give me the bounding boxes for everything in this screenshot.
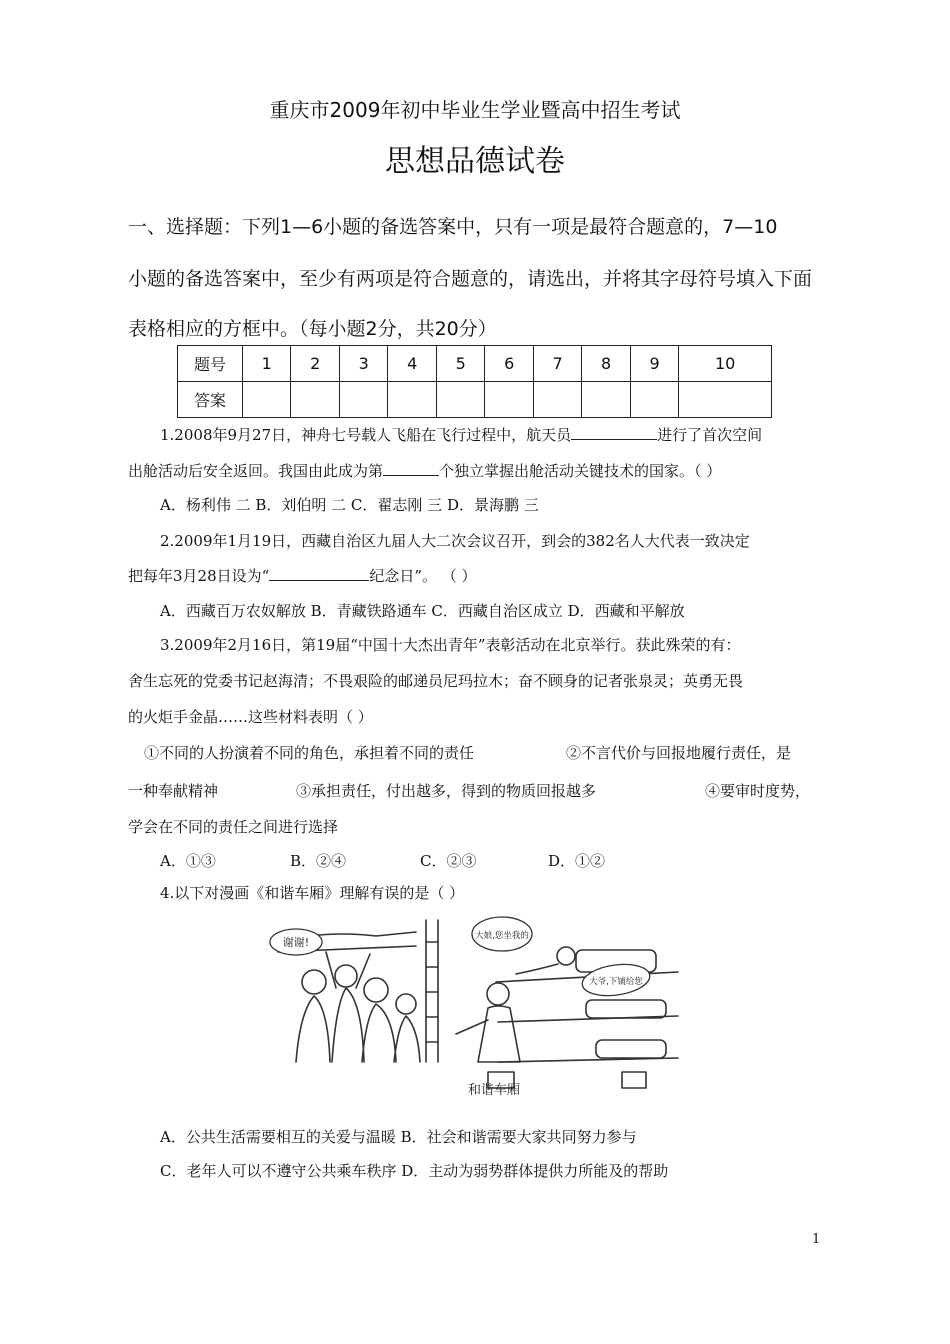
- q3-option-b: B．②④: [290, 852, 347, 870]
- q1-text-c: 出舱活动后安全返回。我国由此成为第: [128, 462, 384, 480]
- q2-blank-day: [269, 566, 369, 581]
- table-number-cell: 9: [630, 346, 678, 382]
- q1-text-b: 进行了首次空间: [657, 426, 763, 444]
- q1-options: A．杨利伟 二 B．刘伯明 二 C．翟志刚 三 D．景海鹏 三: [160, 496, 539, 514]
- q3-statement-4-cont: 学会在不同的责任之间进行选择: [128, 818, 339, 836]
- q3-statement-3: ③承担责任，付出越多，得到的物质回报越多: [296, 782, 597, 800]
- exam-header-title: 重庆市2009年初中毕业生学业暨高中招生考试: [269, 98, 681, 122]
- answer-box[interactable]: [291, 382, 339, 418]
- q3-line-1: 3.2009年2月16日，第19届“中国十大杰出青年”表彰活动在北京举行。获此殊荣的有：: [160, 636, 741, 654]
- section-instruction-line-2: 小题的备选答案中，至少有两项是符合题意的，请选出，并将其字母符号填入下面: [128, 268, 813, 290]
- table-number-cell: 10: [679, 346, 772, 382]
- q4-stem: 4.以下对漫画《和谐车厢》理解有误的是（ ）: [160, 884, 465, 902]
- table-row-numbers: [178, 346, 772, 382]
- table-number-cell: 8: [582, 346, 630, 382]
- cartoon-bubble-offer-seat: 大娘,您坐我的: [475, 931, 529, 941]
- answer-box[interactable]: [679, 382, 772, 418]
- table-number-cell: 7: [533, 346, 581, 382]
- table-number-cell: 4: [388, 346, 436, 382]
- table-number-cell: 5: [436, 346, 484, 382]
- exam-subject-title: 思想品德试卷: [385, 144, 565, 179]
- q4-options-cd: C．老年人可以不遵守公共乘车秩序 D．主动为弱势群体提供力所能及的帮助: [160, 1162, 669, 1180]
- q3-option-c: C．②③: [420, 852, 477, 870]
- table-label-question-number: 题号: [178, 346, 243, 382]
- cartoon-bubble-offer-berth: 大爷,下铺给您: [589, 977, 643, 987]
- q1-line-2: [128, 460, 721, 481]
- answer-box[interactable]: [388, 382, 436, 418]
- cartoon-caption: 和谐车厢: [467, 1083, 521, 1098]
- table-number-cell: 1: [243, 346, 291, 382]
- q3-option-a: A．①③: [160, 852, 216, 870]
- q1-text-d: 个独立掌握出舱活动关键技术的国家。（ ）: [439, 462, 722, 480]
- table-number-cell: 2: [291, 346, 339, 382]
- q2-options: A．西藏百万农奴解放 B．青藏铁路通车 C．西藏自治区成立 D．西藏和平解放: [160, 602, 685, 620]
- table-row-answers: [178, 382, 772, 418]
- q3-statement-2-cont: 一种奉献精神: [128, 782, 219, 800]
- harmonious-carriage-cartoon: [266, 912, 686, 1102]
- q3-line-2: 舍生忘死的党委书记赵海清；不畏艰险的邮递员尼玛拉木；奋不顾身的记者张泉灵；英勇无畏: [128, 672, 744, 690]
- q3-line-3: 的火炬手金晶……这些材料表明（ ）: [128, 708, 373, 726]
- table-number-cell: 3: [339, 346, 387, 382]
- q1-line-1: [160, 424, 762, 445]
- q3-statement-1: ①不同的人扮演着不同的角色，承担着不同的责任: [144, 744, 475, 762]
- q1-blank-rank: [383, 461, 439, 476]
- answer-box[interactable]: [243, 382, 291, 418]
- cartoon-bubble-thanks: 谢谢!: [282, 936, 310, 949]
- answer-table: [177, 345, 772, 418]
- q3-statement-2: ②不言代价与回报地履行责任，是: [566, 744, 792, 762]
- answer-box[interactable]: [533, 382, 581, 418]
- answer-box[interactable]: [582, 382, 630, 418]
- q1-text-a: 1.2008年9月27日，神舟七号载人飞船在飞行过程中，航天员: [160, 426, 572, 444]
- page-number: 1: [812, 1232, 821, 1247]
- q4-options-ab: A．公共生活需要相互的关爱与温暖 B．社会和谐需要大家共同努力参与: [160, 1128, 637, 1146]
- section-instruction-line-3: 表格相应的方框中。（每小题2分，共20分）: [128, 318, 497, 340]
- q2-line-2: [128, 565, 477, 586]
- q1-blank-astronaut: [571, 425, 657, 440]
- q3-option-d: D．①②: [548, 852, 606, 870]
- q2-text-c: 纪念日”。 （ ）: [369, 567, 477, 585]
- q2-line-1: 2.2009年1月19日，西藏自治区九届人大二次会议召开，到会的382名人大代表一致决定: [160, 532, 750, 550]
- answer-box[interactable]: [485, 382, 533, 418]
- q2-text-b: 把每年3月28日设为“: [128, 567, 270, 585]
- section-instruction-line-1: 一、选择题：下列1—6小题的备选答案中，只有一项是最符合题意的，7—10: [128, 216, 778, 238]
- table-label-answer: 答案: [178, 382, 243, 418]
- q3-statement-4: ④要审时度势，: [705, 782, 811, 800]
- answer-box[interactable]: [339, 382, 387, 418]
- answer-box[interactable]: [630, 382, 678, 418]
- answer-box[interactable]: [436, 382, 484, 418]
- table-number-cell: 6: [485, 346, 533, 382]
